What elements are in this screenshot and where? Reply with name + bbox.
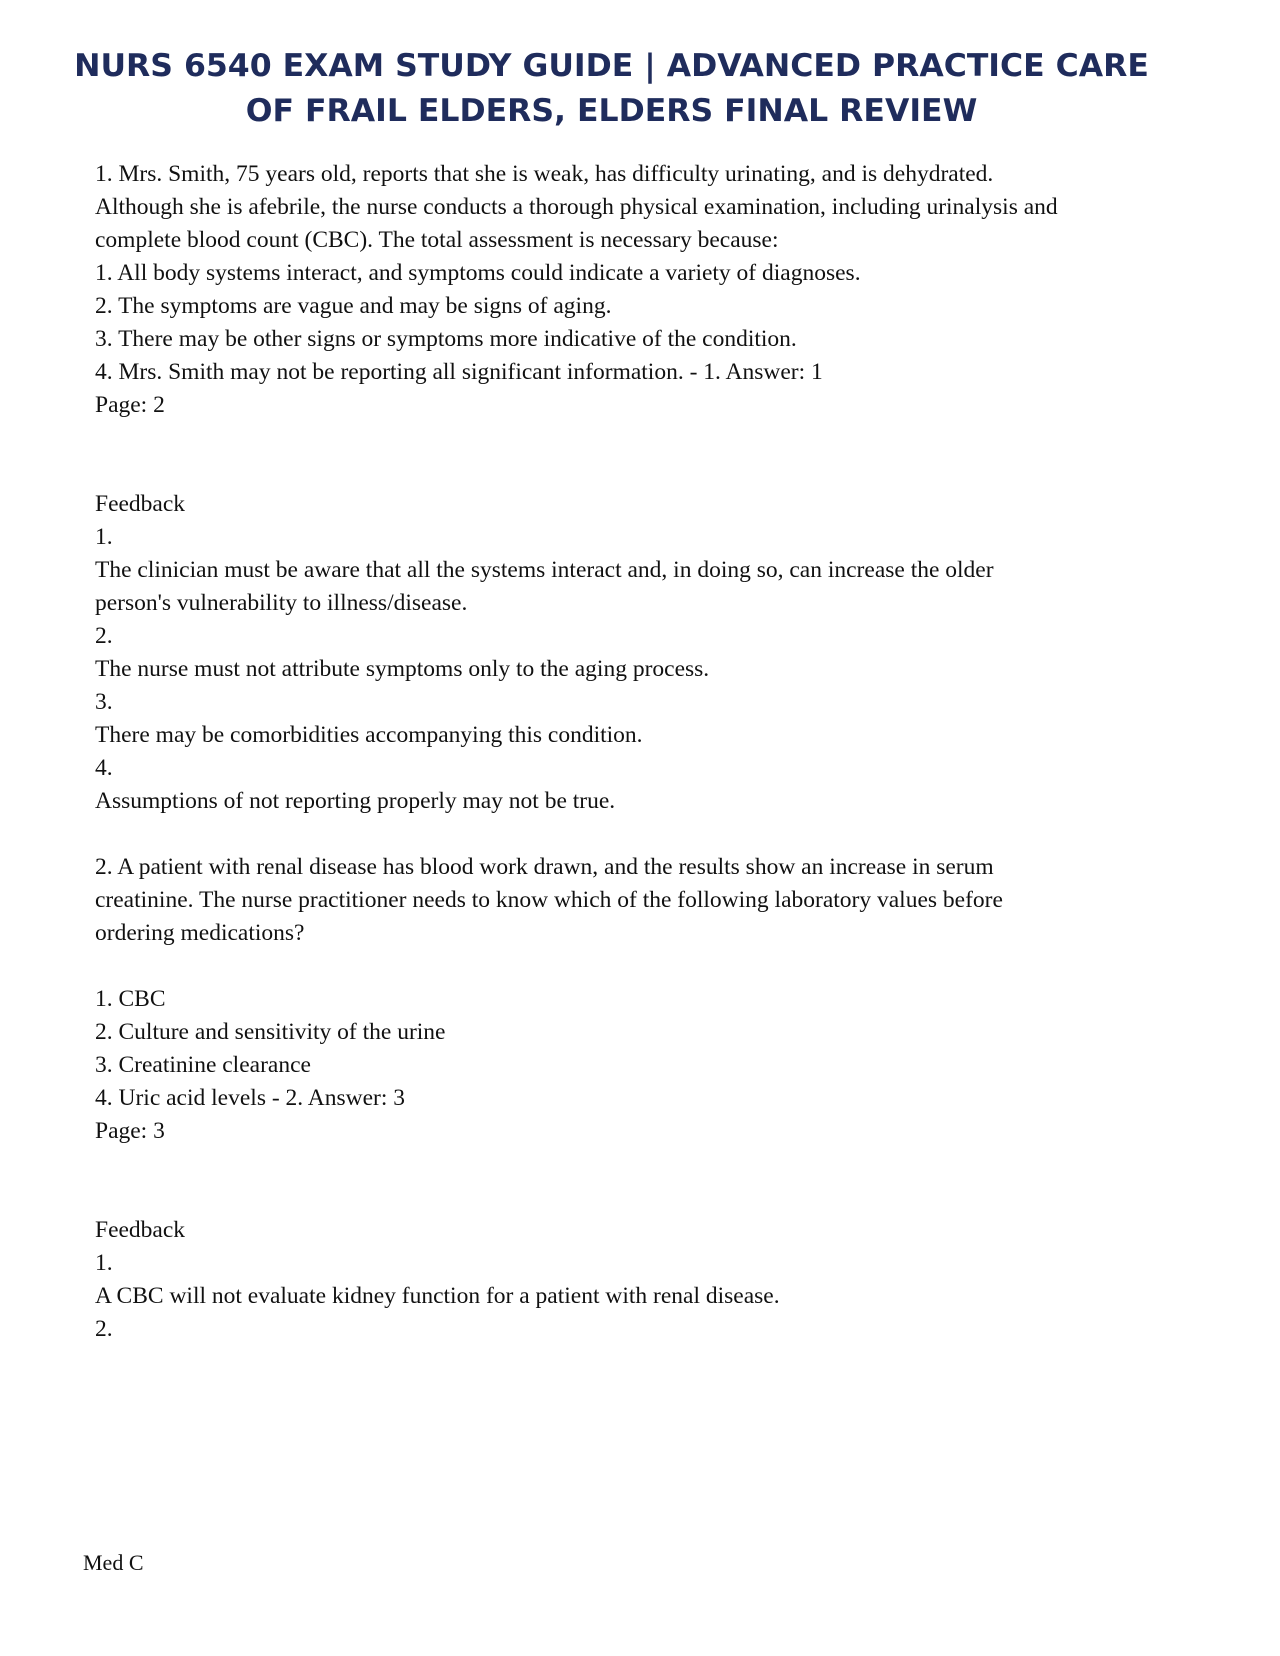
body-line: 2. A patient with renal disease has blood work drawn, and the results show an increase in serum (95, 854, 994, 880)
body-line: 3. (95, 689, 113, 715)
body-line: 2. (95, 1316, 113, 1342)
document-title (60, 44, 1163, 134)
body-line: 3. There may be other signs or symptoms more indicative of the condition. (95, 326, 797, 352)
body-line: 2. (95, 623, 113, 649)
body-line: 2. The symptoms are vague and may be signs of aging. (95, 293, 612, 319)
document-body (95, 158, 1225, 1346)
body-line: Feedback (95, 491, 186, 517)
title-line: OF FRAIL ELDERS, ELDERS FINAL REVIEW (245, 93, 978, 129)
body-line: 1. CBC (95, 986, 166, 1012)
body-line: Page: 2 (95, 392, 165, 418)
body-line: There may be comorbidities accompanying this condition. (95, 722, 643, 748)
body-line: 2. Culture and sensitivity of the urine (95, 1019, 446, 1045)
body-line: 1. (95, 524, 113, 550)
body-line: 4. Mrs. Smith may not be reporting all significant information. - 1. Answer: 1 (95, 359, 823, 385)
body-line: complete blood count (CBC). The total assessment is necessary because: (95, 227, 779, 253)
body-line: creatinine. The nurse practitioner needs to know which of the following laboratory values before (95, 887, 1003, 913)
body-line: ordering medications? (95, 920, 305, 946)
body-line: Although she is afebrile, the nurse conducts a thorough physical examination, including urinalysis and (95, 194, 1058, 220)
page-footer: Med C (83, 1550, 144, 1575)
body-line: The clinician must be aware that all the systems interact and, in doing so, can increase the older (95, 557, 994, 583)
body-line: 1. (95, 1250, 113, 1276)
body-line: 3. Creatinine clearance (95, 1052, 311, 1078)
body-line: The nurse must not attribute symptoms only to the aging process. (95, 656, 710, 682)
body-line: 4. Uric acid levels - 2. Answer: 3 (95, 1085, 405, 1111)
blank-line (95, 1181, 1225, 1214)
body-line: 4. (95, 755, 113, 781)
body-line: A CBC will not evaluate kidney function for a patient with renal disease. (95, 1283, 780, 1309)
blank-line (95, 1148, 1225, 1181)
body-line: Page: 3 (95, 1118, 165, 1144)
body-line: 1. All body systems interact, and symptoms could indicate a variety of diagnoses. (95, 260, 861, 286)
title-line: NURS 6540 EXAM STUDY GUIDE | ADVANCED PRACTICE CARE (74, 48, 1149, 84)
body-line: person's vulnerability to illness/disease. (95, 590, 468, 616)
body-line: Assumptions of not reporting properly may not be true. (95, 788, 616, 814)
blank-line (95, 818, 1225, 851)
blank-line (95, 455, 1225, 488)
body-line: 1. Mrs. Smith, 75 years old, reports that she is weak, has difficulty urinating, and is dehydrated. (95, 161, 994, 187)
blank-line (95, 422, 1225, 455)
body-line: Feedback (95, 1217, 186, 1243)
blank-line (95, 950, 1225, 983)
